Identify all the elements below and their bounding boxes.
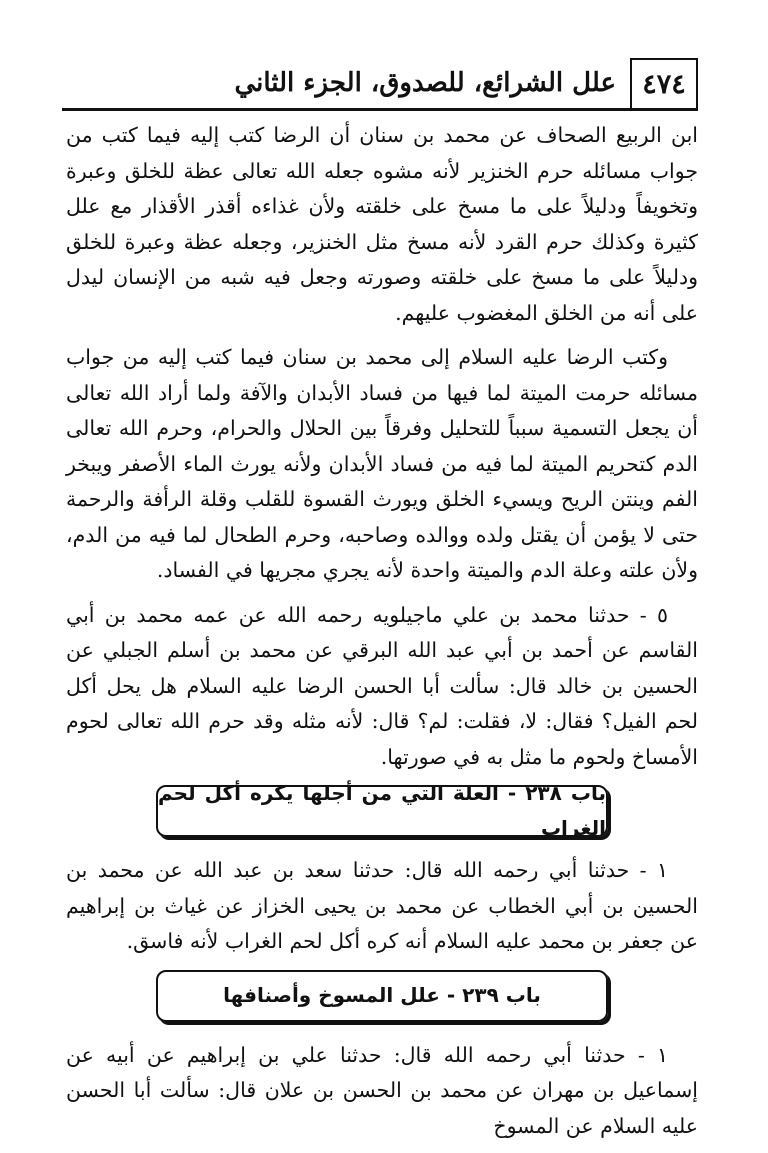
paragraph: ١ - حدثنا أبي رحمه الله قال: حدثنا سعد بن عبد الله عن محمد بن الحسين بن أبي الخطاب عن محمد بن يحيى الخزاز عن غياث بن إبراهيم عن جعفر بن محمد عليه السلام أنه كره أكل لحم الغراب لأنه فاسق. — [66, 858, 698, 953]
header-rule — [62, 108, 698, 111]
chapter-heading: باب ٢٣٨ - العلة التي من أجلها يكره أكل لحم الغراب — [158, 780, 606, 840]
paragraph: ابن الربيع الصحاف عن محمد بن سنان أن الرضا كتب إليه فيما كتب من جواب مسائله حرم الخنزير لأنه مشوه جعله الله تعالى عظة للخلق وعبرة وتخويفاً ودليلاً على ما مسخ على خلقته ولأن غذاءه أقذر الأقذار مع علل كثيرة وكذلك حرم القرد لأنه مسخ مثل الخنزير، وجعله عظة وعبرة للخلق ودليلاً على ما مسخ على خلقته وصورته وجعل فيه شبه من الإنسان ليدل على أنه من الخلق المغضوب عليهم. — [66, 123, 698, 325]
paragraph: ١ - حدثنا أبي رحمه الله قال: حدثنا علي بن إبراهيم عن أبيه عن إسماعيل بن مهران عن محمد بن الحسن بن علان قال: سألت أبا الحسن عليه السلام عن المسوخ — [66, 1042, 698, 1138]
chapter-heading: باب ٢٣٩ - علل المسوخ وأصنافها — [156, 970, 608, 1022]
page-header — [62, 58, 698, 108]
paragraph: ٥ - حدثنا محمد بن علي ماجيلويه رحمه الله عن عمه محمد بن أبي القاسم عن أحمد بن أبي عبد الله البرقي عن محمد بن أسلم الجبلي عن الحسين بن خالد قال: سألت أبا الحسن الرضا عليه السلام هل يحل أكل لحم الفيل؟ فقال: لا، فقلت: لم؟ قال: لأنه مثله وقد حرم الله تعالى لحوم الأمساخ ولحوم ما مثل به في صورتها. — [66, 602, 698, 769]
running-title: علل الشرائع، للصدوق، الجزء الثاني — [234, 68, 616, 98]
page-number: ٤٧٤ — [630, 58, 698, 108]
paragraph: وكتب الرضا عليه السلام إلى محمد بن سنان فيما كتب إليه من جواب مسائله حرمت الميتة لما فيها من فساد الأبدان والآفة ولما أراد الله تعالى أن يجعل التسمية سبباً للتحليل وفرقاً بين الحلال والحرام، وحرم الله تعالى الدم كتحريم الميتة لما فيه من فساد الأبدان ولأنه يورث الماء الأصفر ويبخر الفم وينتن الريح ويسيء الخلق ويورث القسوة للقلب وقلة الرأفة والرحمة حتى لا يؤمن أن يقتل ولده ووالده وصاحبه، وحرم الطحال لما فيه من الدم، ولأن علته وعلة الدم والميتة واحدة لأنه يجري مجريها في الفساد. — [66, 345, 698, 582]
body-text — [66, 118, 698, 1153]
